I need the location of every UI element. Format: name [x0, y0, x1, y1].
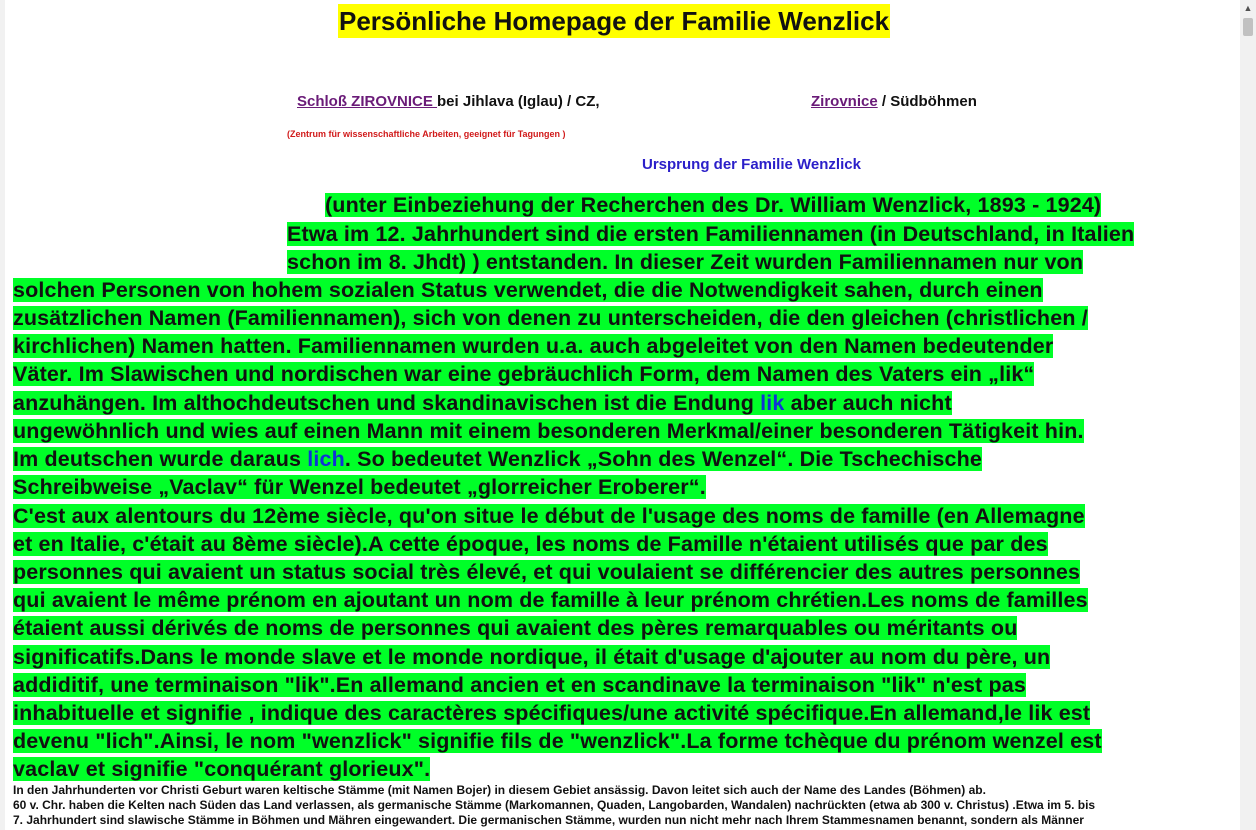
vertical-scrollbar[interactable] [1240, 0, 1256, 830]
origin-heading: Ursprung der Familie Wenzlick [642, 156, 861, 173]
scroll-thumb[interactable] [1243, 18, 1253, 36]
highlight-line: kirchlichen) Namen hatten. Familiennamen wurden u.a. auch abgeleitet von den Namen bedeutender [13, 334, 1054, 358]
history-line: In den Jahrhunderten vor Christi Geburt waren keltische Stämme (mit Namen Bojer) in diesem Gebiet ansässig. Davon leitet sich auch der Name des Landes (Böhmen) ab. [13, 783, 986, 797]
highlight-line: schon im 8. Jhdt) ) entstanden. In dieser Zeit wurden Familiennamen nur von [287, 250, 1084, 274]
history-line: 60 v. Chr. haben die Kelten nach Süden das Land verlassen, als germanische Stämme (Markomannen, Quaden, Langobarden, Wandalen) nachrückten (etwa ab 300 v. Christus) .Etwa im 5. bis [13, 798, 1096, 812]
highlight-line: Väter. Im Slawischen und nordischen war eine gebräuchlich Form, dem Namen des Vaters ein „lik“ [13, 362, 1035, 386]
history-line: 7. Jahrhundert sind slawische Stämme in Böhmen und Mähren eingewandert. Die germanischen Stämme, wurden nun nicht mehr nach Ihrem Stammesnamen benannt, sondern als Männer [13, 813, 1084, 827]
region-location-text: / Südböhmen [877, 93, 977, 110]
highlight-line: inhabituelle et signifie , indique des caractères spécifiques/une activité spécifique.En allemand,le lik est [13, 701, 1091, 725]
scroll-up-arrow-icon[interactable]: ▲ [1243, 3, 1253, 13]
highlight-line: addiditif, une terminaison "lik".En allemand ancien et en scandinave la terminaison "lik" n'est pas [13, 673, 1026, 697]
page-title: Persönliche Homepage der Familie Wenzlick [339, 6, 890, 36]
castle-location-text: bei Jihlava (Iglau) / CZ, [437, 93, 600, 110]
highlight-line: Etwa im 12. Jahrhundert sind die ersten Familiennamen (in Deutschland, in Italien [287, 222, 1135, 246]
highlight-line: anzuhängen. Im althochdeutschen und skandinavischen ist die Endung lik aber auch nicht [13, 391, 952, 415]
highlight-line: Schreibweise „Vaclav“ für Wenzel bedeutet „glorreicher Eroberer“. [13, 475, 706, 499]
highlight-line: qui avaient le même prénom en ajoutant un nom de famille à leur prénom chrétien.Les noms de familles [13, 588, 1088, 612]
region-location [811, 93, 977, 110]
highlight-line: zusätzlichen Namen (Familiennamen), sich von denen zu unterscheiden, die den gleichen (christlichen / [13, 306, 1088, 330]
highlight-line: et en Italie, c'était au 8ème siècle).A cette époque, les noms de Famille n'étaient utilisés que par des [13, 532, 1048, 556]
highlight-line: significatifs.Dans le monde slave et le monde nordique, il était d'usage d'ajouter au nom du père, un [13, 645, 1051, 669]
highlight-line: (unter Einbeziehung der Recherchen des Dr. William Wenzlick, 1893 - 1924) [325, 193, 1102, 217]
highlight-line: étaient aussi dérivés de noms de personnes qui avaient des pères remarquables ou méritants ou [13, 616, 1018, 640]
zirovnice-link[interactable]: Zirovnice [811, 93, 878, 110]
castle-location [297, 93, 600, 110]
highlight-line: ungewöhnlich und wies auf einen Mann mit einem besonderen Merkmal/einer besonderen Tätigkeit hin. [13, 419, 1084, 443]
inline-link-term[interactable]: lich [307, 447, 345, 471]
highlight-line: vaclav et signifie "conquérant glorieux". [13, 757, 431, 781]
highlight-line: C'est aux alentours du 12ème siècle, qu'on situe le début de l'usage des noms de famille (en Allemagne [13, 504, 1085, 528]
highlight-line: Im deutschen wurde daraus lich. So bedeutet Wenzlick „Sohn des Wenzel“. Die Tschechische [13, 447, 983, 471]
highlight-line: solchen Personen von hohem sozialen Status verwendet, die die Notwendigkeit sahen, durch einen [13, 278, 1043, 302]
inline-link-term[interactable]: lik [760, 391, 785, 415]
highlight-line: devenu "lich".Ainsi, le nom "wenzlick" signifie fils de "wenzlick".La forme tchèque du prénom wenzel est [13, 729, 1102, 753]
castle-link[interactable]: Schloß ZIROVNICE [297, 93, 438, 110]
conference-note: (Zentrum für wissenschaftliche Arbeiten, geeignet für Tagungen ) [287, 129, 566, 139]
highlight-line: personnes qui avaient un status social très élevé, et qui voulaient se différencier des autres personnes [13, 560, 1081, 584]
